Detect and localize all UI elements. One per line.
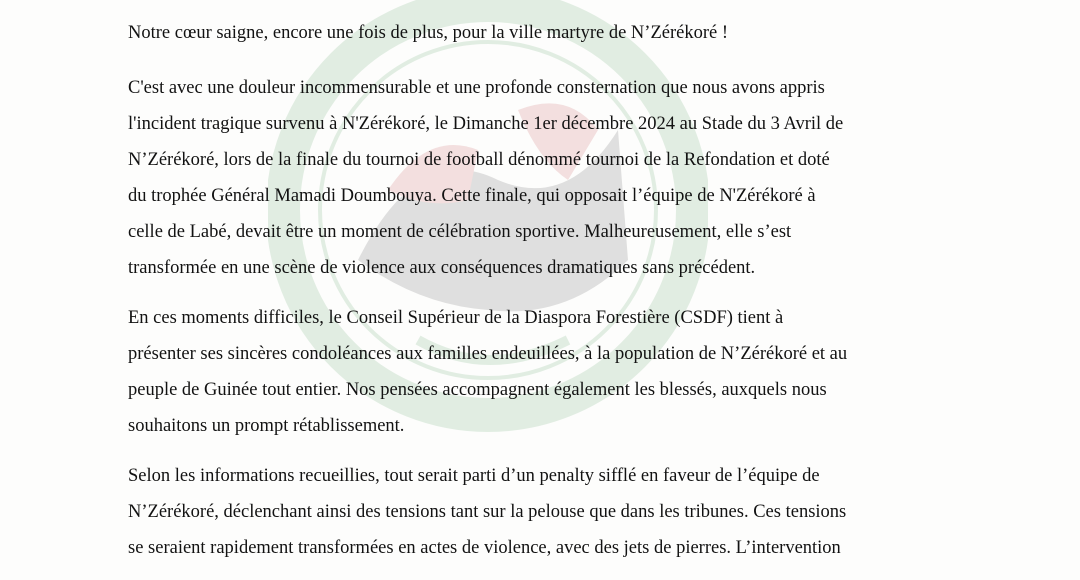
text-line: transformée en une scène de violence aux conséquences dramatiques sans précédent. <box>128 258 756 278</box>
paragraph-incident <box>128 70 958 286</box>
text-line: peuple de Guinée tout entier. Nos pensées accompagnent également les blessés, auxquels nous <box>128 380 827 400</box>
text-line: C'est avec une douleur incommensurable et une profonde consternation que nous avons appris <box>128 78 825 98</box>
text-line: se seraient rapidement transformées en actes de violence, avec des jets de pierres. L’intervention <box>128 538 841 558</box>
text-line: celle de Labé, devait être un moment de célébration sportive. Malheureusement, elle s’est <box>128 222 792 242</box>
text-line: N’Zérékoré, déclenchant ainsi des tensions tant sur la pelouse que dans les tribunes. Ces tensions <box>128 502 847 522</box>
paragraph-information <box>128 458 958 566</box>
text-line: N’Zérékoré, lors de la finale du tournoi de football dénommé tournoi de la Refondation et doté <box>128 150 830 170</box>
paragraph-intro <box>128 15 958 51</box>
text-line: du trophée Général Mamadi Doumbouya. Cette finale, qui opposait l’équipe de N'Zérékoré à <box>128 186 816 206</box>
text-line: l'incident tragique survenu à N'Zérékoré, le Dimanche 1er décembre 2024 au Stade du 3 Avril de <box>128 114 844 134</box>
text-line: souhaitons un prompt rétablissement. <box>128 416 405 436</box>
text-line: Selon les informations recueillies, tout serait parti d’un penalty sifflé en faveur de l’équipe de <box>128 466 820 486</box>
text-line: présenter ses sincères condoléances aux familles endeuillées, à la population de N’Zérékoré et au <box>128 344 848 364</box>
text-line: Notre cœur saigne, encore une fois de plus, pour la ville martyre de N’Zérékoré ! <box>128 23 728 43</box>
text-line: En ces moments difficiles, le Conseil Supérieur de la Diaspora Forestière (CSDF) tient à <box>128 308 784 328</box>
paragraph-condolences <box>128 300 958 444</box>
